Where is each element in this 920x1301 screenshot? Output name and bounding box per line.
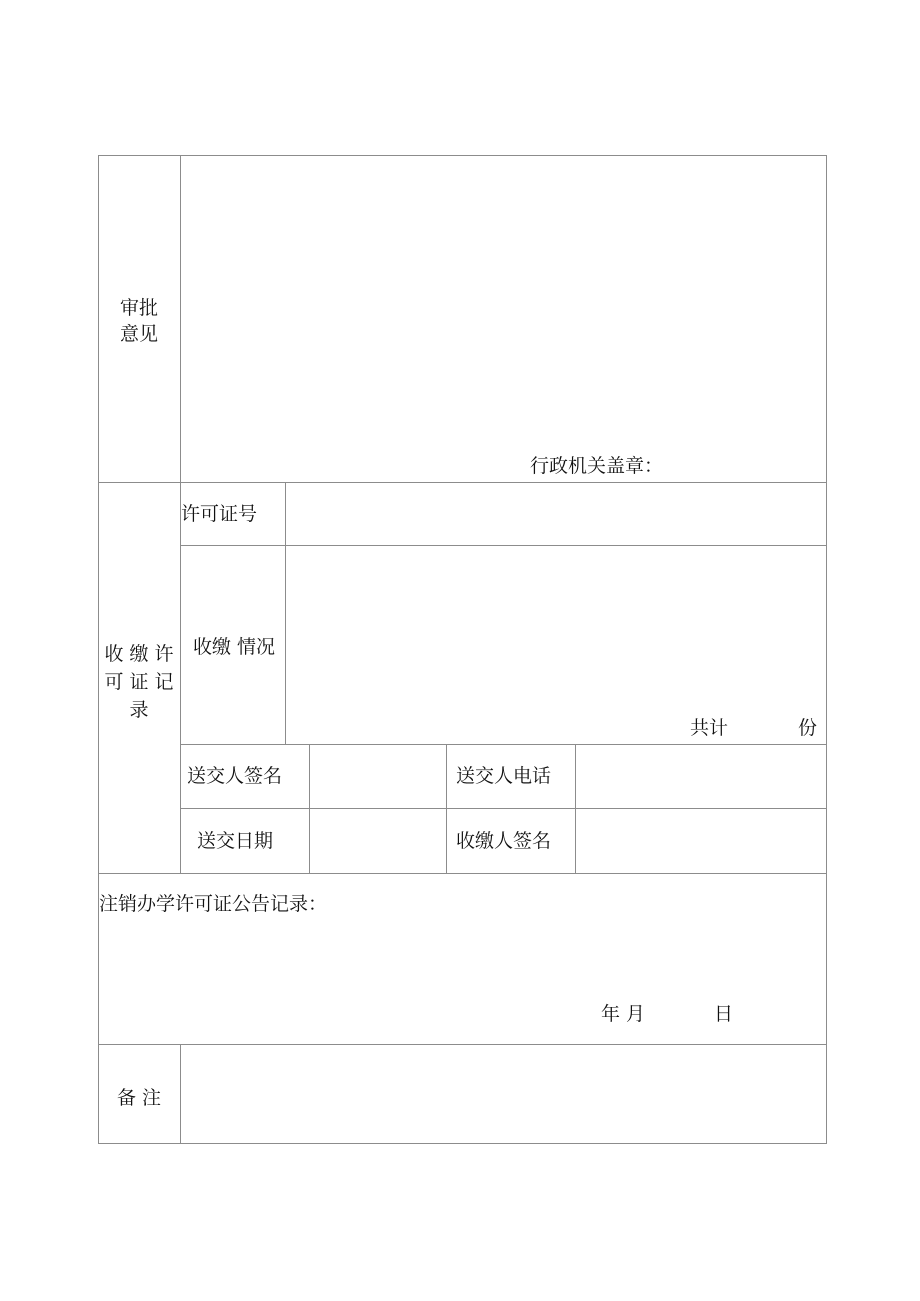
cancellation-heading: 注销办学许可证公告记录： — [99, 893, 328, 915]
collector-sign-label: 收缴人签名 — [456, 830, 552, 852]
submitter-sign-label: 送交人签名 — [187, 765, 283, 787]
approval-opinion-field[interactable] — [181, 156, 826, 482]
collector-sign-field[interactable] — [576, 809, 826, 873]
license-no-label: 许可证号 — [181, 503, 258, 525]
submit-date-field[interactable] — [310, 809, 446, 873]
license-record-label-line1: 收 缴 许 — [104, 643, 174, 665]
license-record-label-line3: 录 — [129, 699, 149, 721]
approval-label-line1: 审批 — [119, 297, 158, 319]
license-record-label — [98, 640, 180, 724]
col-divider-sign-b — [446, 744, 447, 873]
remarks-label: 备 注 — [116, 1087, 162, 1109]
license-no-field[interactable] — [286, 483, 826, 545]
row-divider-record — [98, 873, 827, 874]
collection-label: 收缴 情况 — [193, 636, 276, 658]
approval-label-line2: 意见 — [119, 323, 158, 345]
total-label: 共计 — [690, 717, 729, 739]
license-record-label-line2: 可 证 记 — [104, 671, 174, 693]
seal-label: 行政机关盖章： — [530, 455, 664, 477]
submit-date-label: 送交日期 — [197, 830, 274, 852]
approval-label — [98, 295, 180, 347]
copies-unit: 份 — [798, 717, 818, 739]
submitter-sign-field[interactable] — [310, 745, 446, 808]
submitter-phone-field[interactable] — [576, 745, 826, 808]
submitter-phone-label: 送交人电话 — [456, 765, 552, 787]
day-label: 日 — [714, 1003, 734, 1025]
collection-field[interactable] — [286, 546, 826, 744]
year-month-label: 年 月 — [601, 1003, 646, 1025]
remarks-field[interactable] — [181, 1045, 826, 1143]
